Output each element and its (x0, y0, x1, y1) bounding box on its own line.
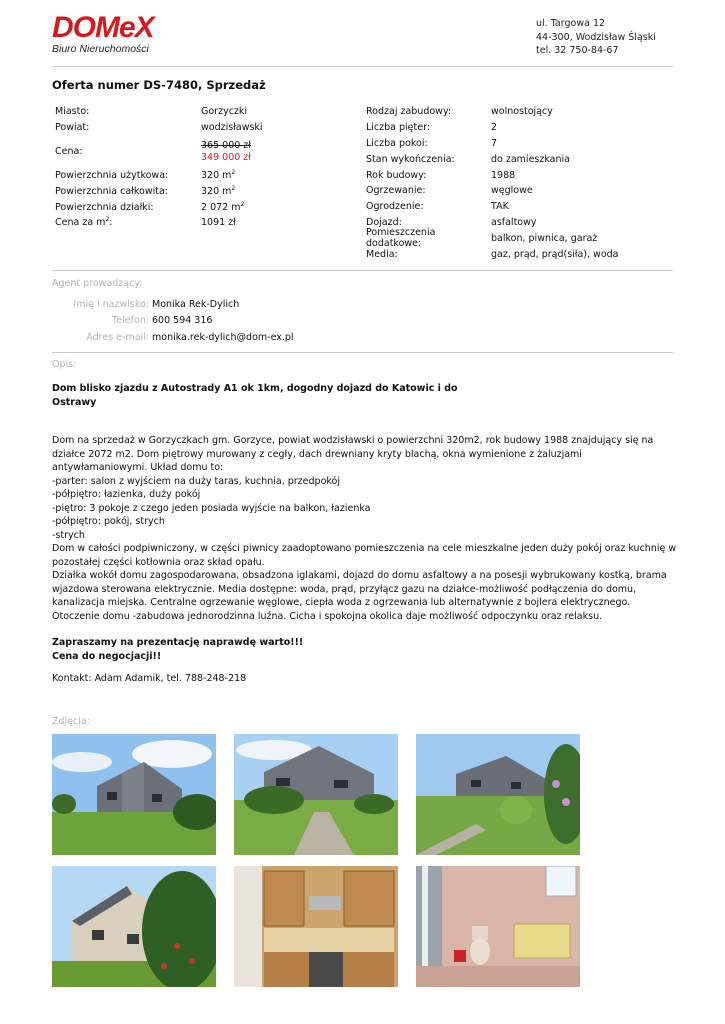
invite-line: Cena do negocjacji!! (52, 650, 162, 662)
superscript: 2 (231, 168, 236, 176)
agent-email-label: Adres e-mail: (86, 331, 149, 343)
spec-label: Stan wykończenia: (366, 153, 455, 165)
spec-value-text: 2 072 m (201, 201, 241, 213)
description-section-label: Opis: (52, 359, 77, 370)
description-paragraph: Działka wokół domu zagospodarowana, obsadzona iglakami, dojazd do domu asfaltowy a na posesji wybrukowany kostką, brama wjazdowa sterowana elektrycznie. Media dostępne: woda, prąd, przyłącz gazu na działce-możliwość podłączenia do domu, kanalizacja miejska. Centralne ogrzewanie węglowe, ciepła woda z ogrzewania lub alternatywnie z bojlera elektrycznego. (52, 570, 667, 608)
spec-label: Cena: (55, 146, 83, 158)
spec-row (366, 120, 619, 136)
photos-section-label: Zdjęcia: (52, 716, 90, 727)
company-phone: tel. 32 750-84-67 (536, 45, 619, 56)
spec-value (201, 186, 235, 197)
agent-phone-label: Telefon: (112, 315, 149, 327)
description-paragraph: Dom na sprzedaż w Gorzyczkach gm. Gorzyce, powiat wodzisławski o powierzchni 320m2, rok budowy 1988 znajdujący się na działce 2072 m2. Dom piętrowy murowany z cegły, dach drewniany kryty blachą, okna wymienione z żaluzjami antywłamaniowymi. Układ domu to: (52, 435, 654, 473)
description-paragraph: -piętro: 3 pokoje z czego jeden posiada wyjście na balkon, łazienka (52, 502, 371, 514)
spec-row (366, 167, 619, 183)
spec-row (366, 104, 619, 120)
agent-email[interactable]: monika.rek-dylich@dom-ex.pl (152, 331, 294, 343)
spec-value: balkon, piwnica, garaż (491, 232, 598, 244)
spec-label (55, 217, 201, 228)
header-divider (52, 66, 673, 67)
spec-value: do zamieszkania (491, 153, 570, 165)
specs-right (366, 104, 619, 262)
description-paragraph: -półpiętro: pokój, strych (52, 516, 165, 527)
agent-divider (52, 352, 673, 353)
logo-text: DOMeX (52, 11, 154, 44)
spec-label: Powierzchnia całkowita: (55, 185, 168, 197)
description-paragraph: Dom w całości podpiwniczony, w części piwnicy zaadoptowano pomieszczenia na cele mieszkalne jeden duży pokój oraz kuchnię w pozostałej części kotłownia oraz skład opału. (52, 543, 677, 568)
spec-row (366, 246, 619, 262)
spec-row (366, 199, 619, 215)
photo-house-garden[interactable] (416, 734, 580, 855)
agent-phone-row (52, 313, 294, 330)
specs-left (55, 104, 263, 231)
spec-value: 1988 (491, 169, 516, 181)
invite-text (52, 636, 303, 663)
spec-value: 2 (491, 122, 498, 134)
agent-info (52, 296, 294, 346)
invite-line: Zapraszamy na prezentację naprawdę warto!!! (52, 637, 304, 648)
spec-label: Miasto: (55, 106, 90, 118)
description-paragraph: -półpiętro: łazienka, duży pokój (52, 489, 201, 500)
spec-value: 7 (491, 137, 498, 149)
spec-row (366, 227, 619, 250)
spec-row-cena (55, 136, 263, 168)
superscript: 2 (231, 184, 236, 192)
agent-name-label: Imię i nazwisko: (73, 298, 149, 310)
spec-value: wodzisławski (201, 122, 263, 134)
spec-row-pow-calkowita (55, 183, 263, 199)
agent-name-row (52, 296, 294, 313)
description-paragraph: -parter: salon z wyjściem na duży taras, kuchnia, przedpokój (52, 475, 341, 487)
spec-label: Liczba pięter: (366, 122, 431, 134)
spec-row-miasto (55, 104, 263, 120)
superscript: 2 (105, 216, 110, 224)
agent-name: Monika Rek-Dylich (152, 298, 240, 310)
description-body (52, 434, 678, 623)
logo-subtitle: Biuro Nieruchomości (52, 43, 149, 55)
contact-line: Kontakt: Adam Adamik, tel. 788-248-218 (52, 673, 247, 684)
superscript: 2 (240, 200, 245, 208)
description-paragraph: -strych (52, 529, 85, 541)
agent-section-label: Agent prowadzący: (52, 278, 143, 289)
spec-value (201, 170, 235, 181)
spec-row (366, 151, 619, 167)
specs-divider (52, 270, 673, 271)
spec-label: Media: (366, 248, 398, 260)
spec-row (366, 136, 619, 152)
spec-row (366, 183, 619, 199)
spec-label-suffix: : (109, 217, 113, 229)
spec-label: Rodzaj zabudowy: (366, 106, 452, 118)
spec-label: Rok budowy: (366, 169, 427, 181)
spec-label: Pomieszczenia dodatkowe: (366, 227, 436, 250)
spec-value: gaz, prąd, prąd(siła), woda (491, 248, 619, 260)
spec-value: Gorzyczki (201, 106, 248, 118)
address-street: ul. Targowa 12 (536, 18, 606, 29)
company-address (536, 17, 656, 58)
spec-label: Powierzchnia użytkowa: (55, 169, 169, 181)
spec-value: TAK (491, 201, 509, 213)
spec-value-text: 320 m (201, 169, 232, 181)
spec-row-pow-uzytkowa (55, 168, 263, 184)
spec-label: Powierzchnia działki: (55, 201, 154, 213)
company-logo (52, 11, 154, 55)
photo-kitchen[interactable] (234, 866, 398, 987)
price-old: 365 000 zł (201, 139, 251, 151)
spec-label: Dojazd: (366, 216, 402, 228)
photo-house-driveway[interactable] (234, 734, 398, 855)
spec-label: Ogrodzenie: (366, 201, 424, 213)
address-city: 44-300, Wodzisław Śląski (536, 31, 656, 43)
spec-label: Liczba pokoi: (366, 137, 428, 149)
spec-value (201, 202, 244, 213)
spec-label: Powiat: (55, 122, 90, 134)
price-new: 349 000 zł (201, 151, 251, 163)
spec-value-text: 320 m (201, 185, 232, 197)
agent-phone: 600 594 316 (152, 315, 213, 327)
spec-value: wolnostojący (491, 106, 553, 118)
description-heading: Dom blisko zjazdu z Autostrady A1 ok 1km, dogodny dojazd do Katowic i do Ostrawy (52, 383, 458, 408)
photo-bathroom[interactable] (416, 866, 580, 987)
photo-house-front[interactable] (52, 734, 216, 855)
agent-email-row (52, 329, 294, 346)
photo-house-side[interactable] (52, 866, 216, 987)
spec-value: węglowe (491, 185, 533, 197)
offer-title: Oferta numer DS-7480, Sprzedaż (52, 78, 266, 92)
spec-row-powiat (55, 120, 263, 136)
spec-label-text: Cena za m (55, 217, 106, 229)
spec-row-cena-m2 (55, 215, 263, 231)
description-paragraph: Otoczenie domu -zabudowa jednorodzinna luźna. Cicha i spokojna okolica daje możliwość odpoczynku oraz relaksu. (52, 610, 603, 622)
price-values (201, 140, 251, 164)
spec-row-pow-dzialki (55, 199, 263, 215)
spec-label: Ogrzewanie: (366, 185, 426, 197)
spec-value: 1091 zł (201, 217, 236, 229)
spec-value: asfaltowy (491, 216, 537, 228)
